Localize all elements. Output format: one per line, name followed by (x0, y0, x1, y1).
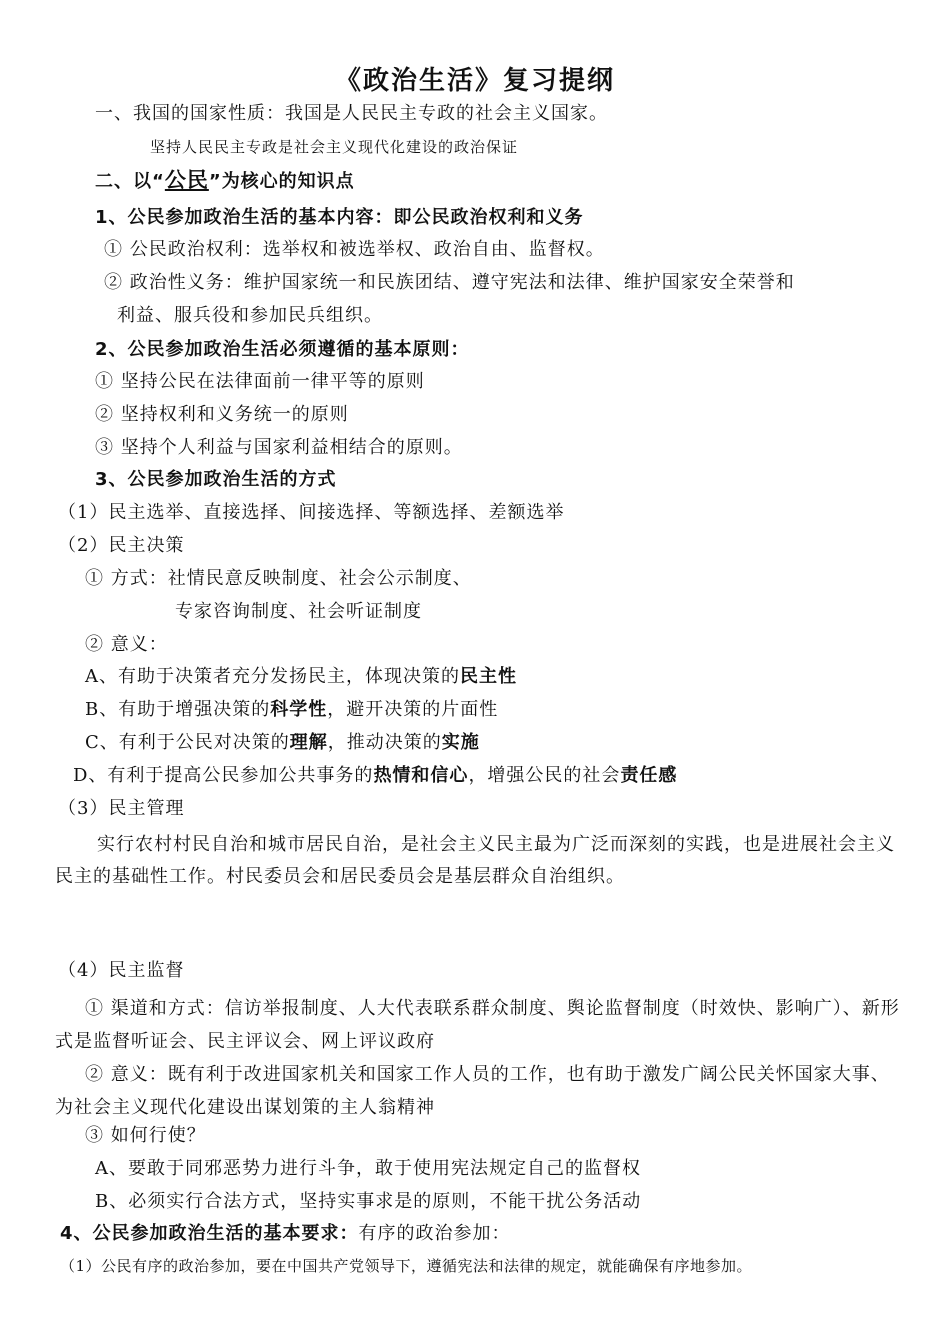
significance-c (85, 731, 480, 755)
quote-open: “ (152, 171, 165, 192)
point-3-decision: （2）民主决策 (58, 535, 185, 556)
significance-b-text: B、有助于增强决策的 (85, 699, 271, 720)
section-2-suffix: 为核心的知识点 (221, 171, 355, 192)
section-2-prefix: 二、以 (95, 171, 152, 192)
point-3-heading: 3、公民参加政治生活的方式 (95, 469, 337, 490)
section-1-subline: 坚持人民民主专政是社会主义现代化建设的政治保证 (150, 138, 519, 156)
document-title: 《政治生活》复习提纲 (334, 66, 615, 96)
supervision-channels: ① 渠道和方式：信访举报制度、人大代表联系群众制度、舆论监督制度（时效快、影响广）、新形式是监督听证会、民主评议会、网上评议政府 (55, 998, 900, 1052)
quote-close: ” (208, 171, 222, 192)
section-1-heading: 一、我国的国家性质：我国是人民民主专政的社会主义国家。 (95, 103, 608, 124)
point-2-item-1: ① 坚持公民在法律面前一律平等的原则 (95, 371, 425, 392)
point-4-heading-rest: 有序的政治参加： (358, 1223, 511, 1244)
supervision-b: B、必须实行合法方式，坚持实事求是的原则，不能干扰公务活动 (95, 1191, 642, 1212)
decision-method-2: 专家咨询制度、社会听证制度 (175, 601, 422, 622)
significance-d-mid: ，增强公民的社会 (468, 765, 621, 786)
decision-significance: ② 意义： (85, 634, 168, 655)
point-1-item-2: ② 政治性义务：维护国家统一和民族团结、遵守宪法和法律、维护国家安全荣誉和 (104, 272, 795, 293)
section-2-heading (95, 168, 355, 194)
supervision-a: A、要敢于同邪恶势力进行斗争，敢于使用宪法规定自己的监督权 (95, 1158, 641, 1179)
significance-b-bold: 科学性 (270, 699, 328, 720)
significance-a-bold: 民主性 (460, 666, 517, 687)
point-1-item-2-cont: 利益、服兵役和参加民兵组织。 (117, 305, 383, 326)
point-3-election: （1）民主选举、直接选择、间接选择、等额选择、差额选举 (58, 502, 565, 523)
significance-a (85, 665, 517, 689)
supervision-how: ③ 如何行使？ (85, 1125, 206, 1146)
point-1-item-1: ① 公民政治权利：选举权和被选举权、政治自由、监督权。 (104, 239, 605, 260)
significance-c-text: C、有利于公民对决策的 (85, 732, 290, 753)
point-2-item-3: ③ 坚持个人利益与国家利益相结合的原则。 (95, 437, 463, 458)
supervision-significance: ② 意义：既有利于改进国家机关和国家工作人员的工作，也有助于激发广阔公民关怀国家大事、为社会主义现代化建设出谋划策的主人翁精神 (55, 1064, 890, 1118)
significance-c-bold-1: 理解 (289, 732, 328, 753)
decision-method-1: ① 方式：社情民意反映制度、社会公示制度、 (85, 568, 472, 589)
point-3-supervision: （4）民主监督 (58, 960, 185, 981)
management-paragraph: 实行农村村民自治和城市居民自治，是社会主义民主最为广泛而深刻的实践，也是进展社会主义民主的基础性工作。村民委员会和居民委员会是基层群众自治组织。 (55, 834, 895, 887)
significance-c-mid: ，推动决策的 (327, 732, 442, 753)
point-1-heading: 1、公民参加政治生活的基本内容：即公民政治权利和义务 (95, 207, 584, 228)
point-2-item-2: ② 坚持权利和义务统一的原则 (95, 404, 349, 425)
point-4-item-1: （1）公民有序的政治参加，要在中国共产党领导下，遵循宪法和法律的规定，就能确保有序地参加。 (60, 1257, 753, 1275)
significance-d (73, 764, 677, 788)
point-2-heading: 2、公民参加政治生活必须遵循的基本原则： (95, 339, 470, 360)
section-2-keyword: 公民 (164, 168, 209, 192)
significance-a-text: A、有助于决策者充分发扬民主，体现决策的 (85, 666, 460, 687)
point-4-heading (60, 1222, 511, 1246)
significance-d-text: D、有利于提高公民参加公共事务的 (73, 765, 374, 786)
significance-d-bold-1: 热情和信心 (373, 765, 469, 786)
significance-b-tail: ，避开决策的片面性 (327, 699, 499, 720)
significance-c-bold-2: 实施 (441, 732, 480, 753)
point-3-management: （3）民主管理 (58, 798, 185, 819)
point-4-heading-bold: 4、公民参加政治生活的基本要求： (60, 1223, 359, 1244)
significance-b (85, 698, 498, 722)
significance-d-bold-2: 责任感 (620, 765, 678, 786)
